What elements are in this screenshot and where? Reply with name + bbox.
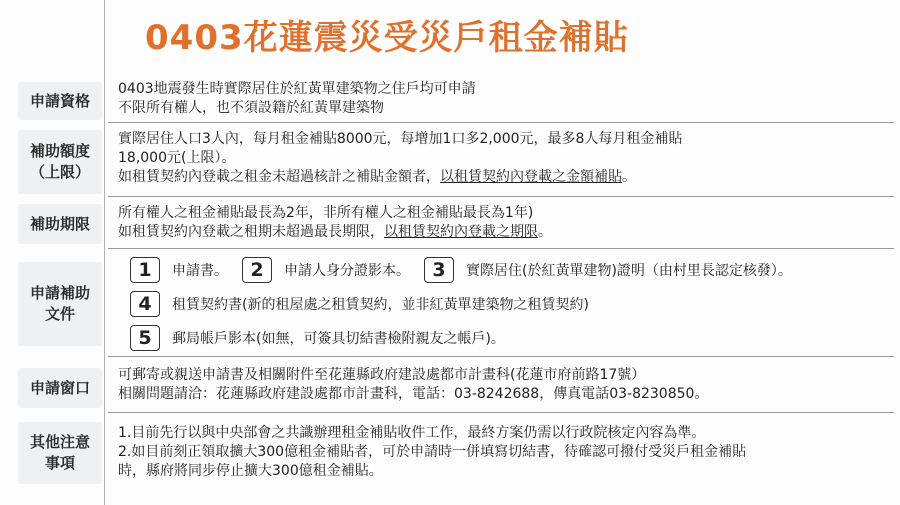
eligibility-line: 0403地震發生時實際居住於紅黃單建築物之住戶均可申請: [118, 81, 476, 97]
notes-line: 2.如目前刻正領取擴大300億租金補貼者，可於申請時一併填寫切結書，待確認可撥付受災戶租金補貼: [118, 444, 747, 460]
label-notes-line: 其他注意: [29, 433, 90, 451]
notes-content: [118, 424, 888, 481]
doc-item-text: 郵局帳戶影本(如無，可簽具切結書檢附親友之帳戶)。: [172, 331, 505, 347]
label-period: 補助期限: [18, 204, 102, 244]
amount-line: 18,000元(上限）。: [118, 150, 236, 166]
amount-line: 實際居住人口3人內，每月租金補貼8000元，每增加1口多2,000元，最多8人每月租金補貼: [118, 131, 683, 147]
label-amount: [18, 130, 102, 194]
period-text: 如租賃契約內登載之租期未超過最長期限，: [118, 224, 384, 240]
doc-number-badge: 5: [130, 325, 160, 351]
doc-item-text: 實際居住(於紅黃單建物)證明（由村里長認定核發）。: [466, 263, 792, 279]
documents-row: [130, 256, 806, 284]
label-documents-line: 申請補助: [29, 284, 90, 302]
window-line: 相關問題請洽：花蓮縣政府建設處都市計畫科，電話：03-8242688，傳真電話03-8230850。: [118, 386, 709, 402]
eligibility-content: [118, 80, 888, 118]
page-title: 0403花蓮震災受災戶租金補貼: [145, 18, 629, 58]
doc-number-badge: 1: [130, 257, 160, 283]
section-divider: [108, 412, 894, 413]
amount-text: 如租賃契約內登載之租金未超過核計之補貼金額者，: [118, 169, 440, 185]
label-amount-line: （上限）: [29, 163, 90, 181]
doc-item-text: 申請人身分證影本。: [284, 263, 410, 279]
window-line: 可郵寄或親送申請書及相關附件至花蓮縣政府建設處都市計畫科(花蓮市府前路17號）: [118, 367, 646, 383]
doc-number-badge: 4: [130, 291, 160, 317]
doc-number-badge: 2: [242, 257, 272, 283]
period-line: 所有權人之租金補貼最長為2年，非所有權人之租金補貼最長為1年): [118, 205, 534, 221]
period-line: [118, 223, 888, 242]
period-content: [118, 204, 888, 242]
label-amount-line: 補助額度: [29, 142, 90, 160]
documents-row: [130, 324, 519, 352]
notes-line: 時，縣府將同步停止擴大300億租金補貼。: [118, 463, 383, 479]
amount-content: [118, 130, 888, 187]
label-documents: [18, 262, 102, 346]
section-divider: [108, 122, 894, 123]
section-divider: [108, 196, 894, 197]
eligibility-line: 不限所有權人，也不須設籍於紅黃單建築物: [118, 100, 384, 116]
column-divider: [104, 0, 105, 505]
amount-line: [118, 168, 888, 187]
doc-item-text: 租賃契約書(新的租屋處之租賃契約，並非紅黃單建築物之租賃契約): [172, 297, 589, 313]
label-documents-line: 文件: [44, 305, 75, 323]
amount-text-end: 。: [622, 169, 636, 185]
section-divider: [108, 248, 894, 249]
documents-row: [130, 290, 603, 318]
label-notes: [18, 422, 102, 484]
label-window: 申請窗口: [18, 368, 102, 408]
doc-item-text: 申請書。: [172, 263, 228, 279]
label-notes-line: 事項: [44, 454, 75, 472]
window-content: [118, 366, 888, 404]
notes-line: 1.目前先行以與中央部會之共識辦理租金補貼收件工作，最終方案仍需以行政院核定內容為準。: [118, 425, 706, 441]
doc-number-badge: 3: [424, 257, 454, 283]
period-text-end: 。: [538, 224, 552, 240]
period-underlined-text: 以租賃契約內登載之期限: [384, 224, 538, 240]
label-eligibility: 申請資格: [18, 82, 102, 120]
section-divider: [108, 356, 894, 357]
amount-underlined-text: 以租賃契約內登載之金額補貼: [440, 169, 622, 185]
